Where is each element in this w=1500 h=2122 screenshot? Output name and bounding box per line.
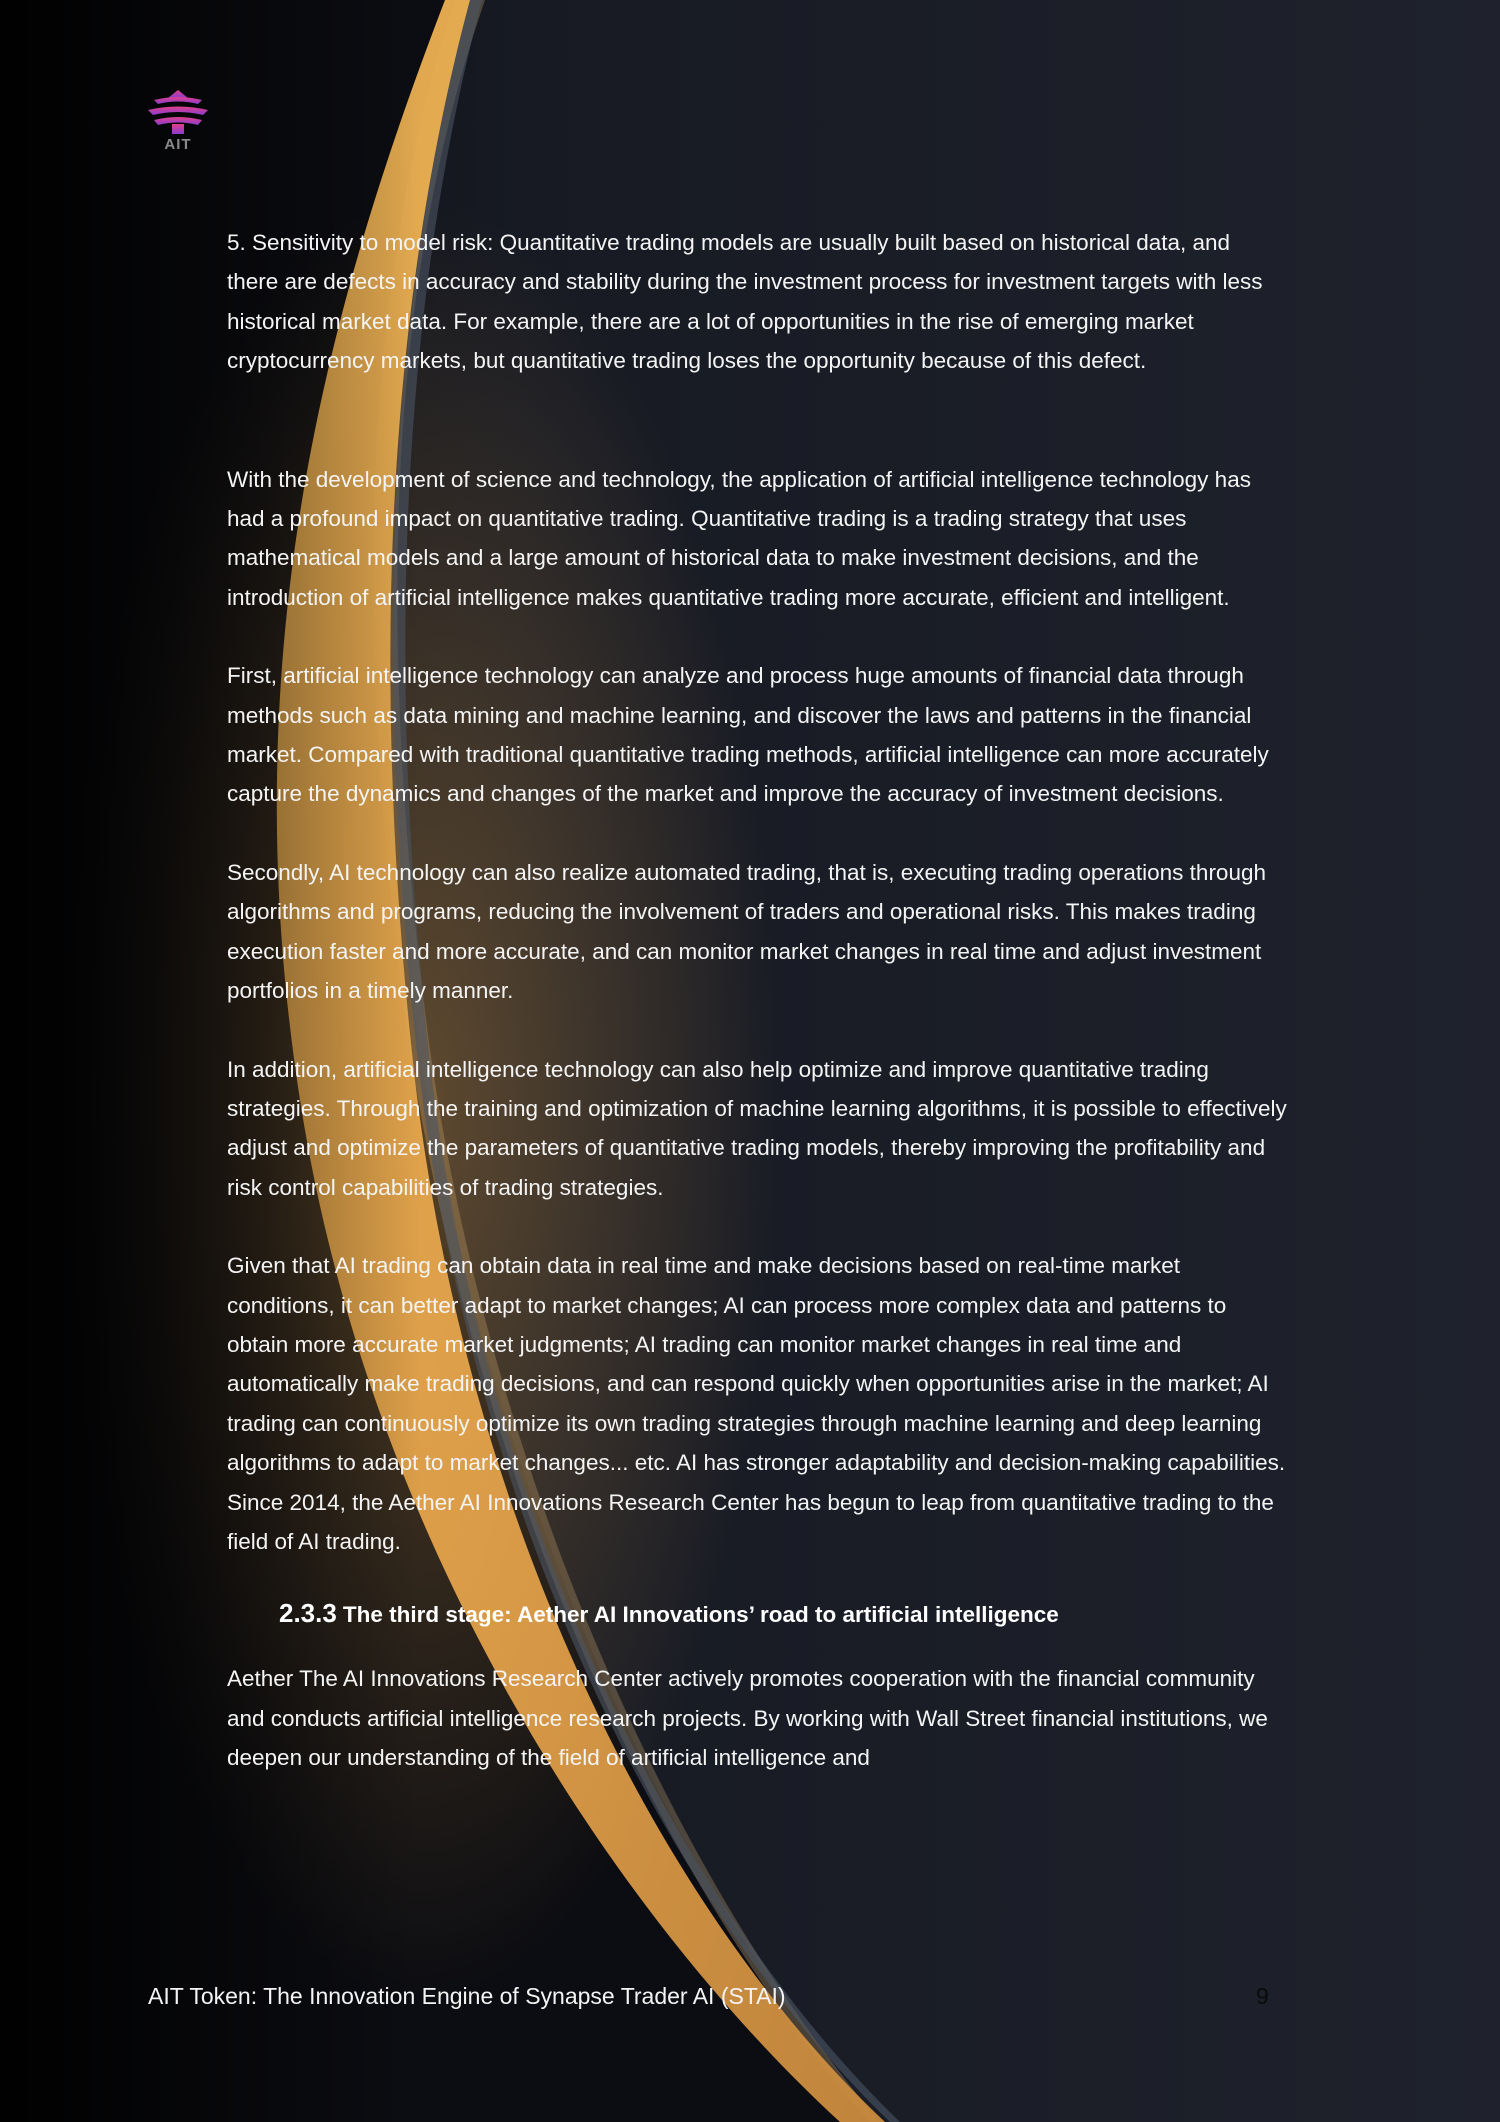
paragraph-secondly: Secondly, AI technology can also realize automated trading, that is, executing trading operations through algorithms and programs, reducing the involvement of traders and operational risks. This makes trading execution faster and more accurate, and can monitor market changes in real time and adjust investment portfolios in a timely manner.: [227, 859, 1266, 1004]
document-body: [227, 223, 1287, 1817]
paragraph-in-addition: In addition, artificial intelligence technology can also help optimize and improve quantitative trading strategies. Through the training and optimization of machine learning algorithms, it is possible to effectively adjust and optimize the parameters of quantitative trading models, thereby improving the profitability and risk control capabilities of trading strategies.: [227, 1056, 1287, 1200]
paragraph-model-risk: 5. Sensitivity to model risk: Quantitative trading models are usually built based on historical data, and there are defects in accuracy and stability during the investment process for investment targets with less historical market data. For example, there are a lot of opportunities in the rise of emerging market cryptocurrency markets, but quantitative trading loses the opportunity because of this defect.: [227, 230, 1263, 374]
paragraph-ai-development: With the development of science and technology, the application of artificial intelligence technology has had a profound impact on quantitative trading. Quantitative trading is a trading strategy that uses mathematical models and a large amount of historical data to make investment decisions, and the introduction of artificial intelligence makes quantitative trading more accurate, efficient and intelligent.: [227, 466, 1251, 610]
section-heading: [279, 1598, 1287, 1629]
page-number: 9: [1256, 1983, 1269, 2009]
paragraph-first: First, artificial intelligence technology can analyze and process huge amounts of financial data through methods such as data mining and machine learning, and discover the laws and patterns in the financial market. Compared with traditional quantitative trading methods, artificial intelligence can more accurately capture the dynamics and changes of the market and improve the accuracy of investment decisions.: [227, 663, 1269, 807]
section-number: 2.3.3: [279, 1598, 337, 1629]
section-title: The third stage: Aether AI Innovations’ road to artificial intelligence: [342, 1602, 1059, 1628]
paragraph-given-that: Given that AI trading can obtain data in real time and make decisions based on real-time market conditions, it can better adapt to market changes; AI can process more complex data and patterns to obtain more accurate market judgments; AI trading can monitor market changes in real time and automatically make trading decisions, and can respond quickly when opportunities arise in the market; AI trading can continuously optimize its own trading strategies through machine learning and deep learning algorithms to adapt to market changes... etc. AI has stronger adaptability and decision-making capabilities. Since 2014, the Aether AI Innovations Research Center has begun to leap from quantitative trading to the field of AI trading.: [227, 1253, 1286, 1554]
paragraph-closing: Aether The AI Innovations Research Center actively promotes cooperation with the financial community and conducts artificial intelligence research projects. By working with Wall Street financial institutions, we deepen our understanding of the field of artificial intelligence and: [227, 1666, 1268, 1771]
logo-text: AIT: [164, 136, 192, 153]
footer-title: AIT Token: The Innovation Engine of Synapse Trader AI (STAI): [148, 1983, 786, 2009]
